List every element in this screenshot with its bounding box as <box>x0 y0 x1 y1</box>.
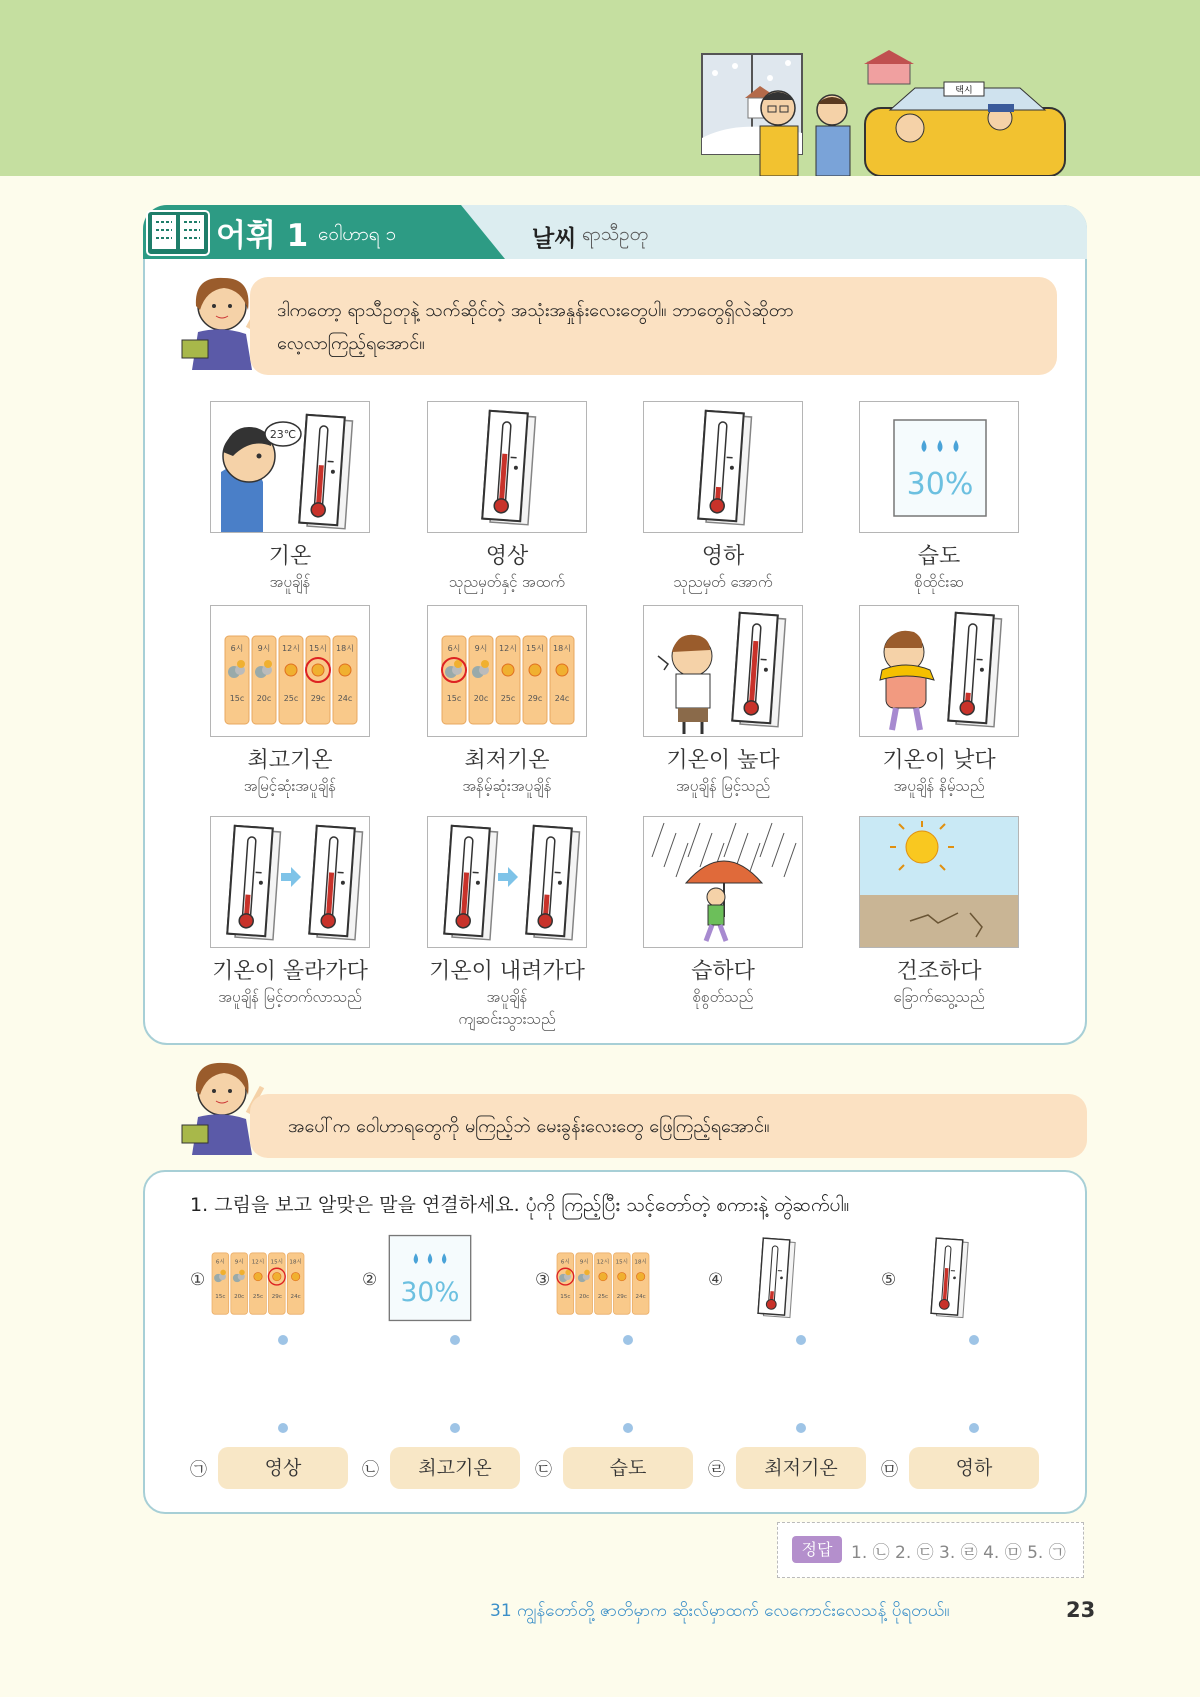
svg-text:6시: 6시 <box>447 644 461 653</box>
vocab-illustration <box>210 605 370 737</box>
svg-text:15c: 15c <box>446 694 462 703</box>
connect-dot[interactable] <box>278 1423 288 1433</box>
svg-text:15시: 15시 <box>309 644 327 653</box>
option-letter: ㉢ <box>535 1460 552 1480</box>
option-box[interactable]: 최고기온 <box>390 1447 520 1489</box>
answer-badge: 정답 <box>792 1536 842 1563</box>
vocab-korean: 습도 <box>917 544 961 569</box>
vocab-burmese: အပူချိန် <box>486 988 528 1006</box>
vocab-burmese: သုညမှတ်နှင့် အထက် <box>449 573 565 591</box>
section-title: 어휘 1 <box>216 218 309 254</box>
svg-text:29c: 29c <box>616 1294 627 1301</box>
option-letter: ㉠ <box>190 1460 207 1480</box>
topic-title-burmese: ရာသီဥတု <box>582 223 649 245</box>
svg-text:12시: 12시 <box>596 1259 610 1266</box>
vocab-burmese-line2: ကျဆင်းသွားသည် <box>458 1010 556 1028</box>
svg-text:15c: 15c <box>215 1294 226 1301</box>
connect-dot[interactable] <box>450 1423 460 1433</box>
question-picture <box>547 1232 659 1328</box>
section-title-burmese: ဝေါဟာရ ၁ <box>318 223 397 245</box>
vocab-burmese: အပူချိန် <box>269 573 311 591</box>
vocab-burmese: အပူချိန် မြင့်သည် <box>675 777 771 795</box>
vocab-illustration <box>643 816 803 948</box>
question-number: ② <box>362 1270 378 1290</box>
vocab-korean: 기온이 올라가다 <box>212 959 368 984</box>
question-number: ④ <box>708 1270 724 1290</box>
vocab-korean: 최고기온 <box>247 748 333 773</box>
topic-title: 날씨 <box>532 226 577 252</box>
vocab-burmese: အနိမ့်ဆုံးအပူချိန် <box>462 777 552 795</box>
vocab-korean: 습하다 <box>691 959 755 984</box>
svg-text:24c: 24c <box>290 1294 301 1301</box>
vocab-burmese: အပူချိန် နိမ့်သည် <box>893 777 985 795</box>
svg-text:12시: 12시 <box>251 1259 265 1266</box>
connect-dot[interactable] <box>278 1335 288 1345</box>
vocab-illustration <box>427 605 587 737</box>
svg-text:15시: 15시 <box>615 1259 629 1266</box>
intro-text-line1: ဒါကတော့ ရာသီဥတုနဲ့ သက်ဆိုင်တဲ့ အသုံးအနှုန်းလေးတွေပါ။ ဘာတွေရှိလဲဆိုတာ <box>277 300 794 321</box>
answer-key-text: 1. ㉡ 2. ㉢ 3. ㉣ 4. ㉤ 5. ㉠ <box>851 1543 1066 1563</box>
vocab-illustration <box>859 605 1019 737</box>
svg-text:20c: 20c <box>256 694 272 703</box>
svg-text:9시: 9시 <box>579 1259 589 1266</box>
svg-text:18시: 18시 <box>634 1259 647 1266</box>
svg-text:29c: 29c <box>271 1294 282 1301</box>
vocab-burmese: ခြောက်သွေ့သည် <box>893 988 985 1006</box>
svg-text:6시: 6시 <box>230 644 244 653</box>
svg-text:20c: 20c <box>473 694 489 703</box>
vocab-korean: 건조하다 <box>896 959 982 984</box>
connect-dot[interactable] <box>796 1423 806 1433</box>
question-number: ① <box>190 1270 206 1290</box>
svg-text:12시: 12시 <box>282 644 300 653</box>
page-number: 23 <box>1066 1598 1096 1622</box>
svg-text:15c: 15c <box>560 1294 571 1301</box>
vocab-burmese: စိုစွတ်သည် <box>692 988 754 1006</box>
svg-text:30%: 30% <box>906 467 974 502</box>
svg-text:18시: 18시 <box>289 1259 302 1266</box>
vocab-korean: 기온 <box>268 544 312 569</box>
vocab-burmese: သုညမှတ် အောက် <box>673 573 773 591</box>
intro-text-line2: လေ့လာကြည့်ရအောင်။ <box>277 333 425 354</box>
svg-text:25c: 25c <box>252 1294 264 1301</box>
svg-text:30%: 30% <box>400 1277 460 1308</box>
connect-dot[interactable] <box>969 1335 979 1345</box>
review-prompt: အပေါ်က ဝေါဟာရတွေကို မကြည့်ဘဲ မေးခွန်းလေးတွေ ဖြေကြည့်ရအောင်။ <box>288 1116 770 1137</box>
option-letter: ㉤ <box>881 1460 898 1480</box>
svg-text:9시: 9시 <box>234 1259 244 1266</box>
vocab-korean: 영하 <box>701 544 745 569</box>
vocab-korean: 영상 <box>485 544 529 569</box>
svg-text:25c: 25c <box>500 694 516 703</box>
question-picture <box>202 1232 314 1328</box>
weather-people-illustration <box>700 48 1072 176</box>
vocab-korean: 최저기온 <box>464 748 550 773</box>
vocab-burmese: အပူချိန် မြင့်တက်လာသည် <box>218 988 362 1006</box>
question-number: ⑤ <box>881 1270 897 1290</box>
exercise-question: 1. 그림을 보고 알맞은 말을 연결하세요. ပုံကို ကြည့်ပြီး သင့်တော်တဲ့ စကားနဲ့ တွဲဆက်ပါ။ <box>190 1194 850 1216</box>
svg-text:20c: 20c <box>234 1294 245 1301</box>
vocab-illustration <box>643 605 803 737</box>
vocab-korean: 기온이 내려가다 <box>429 959 585 984</box>
vocab-illustration <box>427 816 587 948</box>
book-icon <box>143 205 213 259</box>
vocab-illustration <box>643 401 803 533</box>
vocab-korean: 기온이 높다 <box>666 748 780 773</box>
svg-text:29c: 29c <box>527 694 543 703</box>
svg-text:15시: 15시 <box>270 1259 284 1266</box>
connect-dot[interactable] <box>623 1423 633 1433</box>
svg-text:9시: 9시 <box>257 644 271 653</box>
question-picture <box>720 1232 832 1328</box>
vocab-burmese: အမြင့်ဆုံးအပူချိန် <box>243 777 337 795</box>
vocab-illustration <box>859 401 1019 533</box>
connect-dot[interactable] <box>623 1335 633 1345</box>
vocab-illustration <box>427 401 587 533</box>
svg-text:6시: 6시 <box>215 1259 225 1266</box>
option-letter: ㉣ <box>708 1460 725 1480</box>
svg-text:6시: 6시 <box>560 1259 570 1266</box>
svg-text:25c: 25c <box>283 694 299 703</box>
svg-text:12시: 12시 <box>499 644 517 653</box>
option-letter: ㉡ <box>362 1460 379 1480</box>
connect-dot[interactable] <box>796 1335 806 1345</box>
vocab-illustration <box>210 401 370 533</box>
svg-text:24c: 24c <box>337 694 353 703</box>
connect-dot[interactable] <box>969 1423 979 1433</box>
vocab-korean: 기온이 낮다 <box>882 748 996 773</box>
option-box[interactable]: 최저기온 <box>736 1447 866 1489</box>
svg-text:24c: 24c <box>554 694 570 703</box>
question-number: ③ <box>535 1270 551 1290</box>
svg-text:9시: 9시 <box>474 644 488 653</box>
vocab-illustration <box>210 816 370 948</box>
svg-text:24c: 24c <box>635 1294 646 1301</box>
svg-text:29c: 29c <box>310 694 326 703</box>
svg-text:18시: 18시 <box>336 644 354 653</box>
option-box[interactable]: 습도 <box>563 1447 693 1489</box>
footer-sentence: 31 ကျွန်တော်တို့ ဇာတိမှာက ဆိုးလ်မှာထက် လေကောင်းလေသန့် ပိုရတယ်။ <box>490 1601 950 1621</box>
svg-text:15c: 15c <box>229 694 245 703</box>
svg-text:25c: 25c <box>597 1294 609 1301</box>
svg-text:18시: 18시 <box>553 644 571 653</box>
question-picture <box>374 1232 486 1328</box>
vocab-burmese: စိုထိုင်းဆ <box>914 573 964 591</box>
option-box[interactable]: 영하 <box>909 1447 1039 1489</box>
taxi-sign: 택시 <box>955 86 973 96</box>
option-box[interactable]: 영상 <box>218 1447 348 1489</box>
connect-dot[interactable] <box>450 1335 460 1345</box>
svg-text:15시: 15시 <box>526 644 544 653</box>
question-picture <box>893 1232 1005 1328</box>
svg-text:23℃: 23℃ <box>269 428 297 441</box>
svg-text:20c: 20c <box>579 1294 590 1301</box>
vocab-illustration <box>859 816 1019 948</box>
